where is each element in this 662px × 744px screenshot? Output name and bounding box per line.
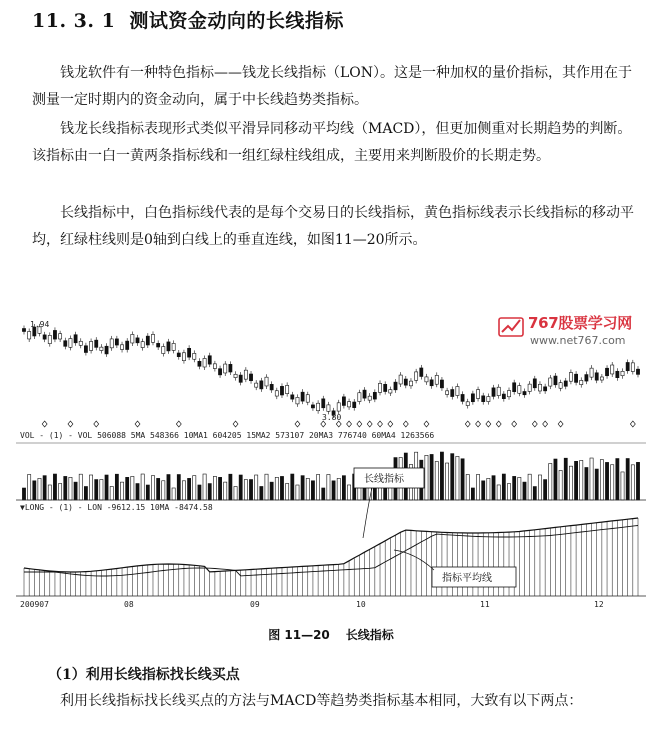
candle [378,380,381,395]
candle [420,365,423,380]
candle [105,343,108,357]
volume-bar [286,484,289,500]
candle [554,373,557,388]
volume-bar [616,459,619,500]
candle [28,328,31,341]
candle [177,350,180,360]
candle [193,350,196,362]
volume-bar [502,474,505,500]
candle [306,392,309,405]
candle [172,340,175,353]
candle [616,368,619,380]
volume-bar [229,474,232,500]
volume-bar [518,477,521,500]
price-low-label: 3.80 [322,413,342,422]
volume-bar [507,484,510,500]
callout-lon [354,468,424,538]
candle [471,391,474,405]
figure-caption [0,626,662,643]
signal-diamond [295,421,300,427]
candle [482,393,485,405]
volume-bar [425,455,428,500]
candle [260,378,263,392]
signal-diamond [68,421,73,427]
time-label: 200907 [20,600,49,609]
candle [100,344,103,353]
candle [445,388,448,398]
signal-diamond [367,421,372,427]
volume-bar [559,470,562,500]
volume-bar [136,484,139,500]
volume-bar [120,482,123,500]
volume-bar [554,459,557,500]
candle [435,372,438,387]
candle [399,372,402,387]
volume-bar [497,485,500,500]
candle [188,345,191,360]
volume-bar [301,476,304,500]
volume-bar [296,485,299,500]
volume-bar [126,477,129,500]
volume-bar [38,478,41,500]
candle [74,332,77,346]
svg-text:长线指标: 长线指标 [364,474,404,485]
volume-bar [549,463,552,500]
candle [48,332,51,346]
candle [513,380,516,395]
candle [358,390,361,405]
volume-bar [213,476,216,500]
price-high-label: 1.94 [30,320,50,329]
volume-bar [280,476,283,500]
candle [229,361,232,375]
candle [280,383,283,398]
volume-bar [523,482,526,500]
volume-bar [151,476,154,500]
volume-bar [234,487,237,500]
volume-bar [626,458,629,500]
volume-bar [249,480,252,500]
volume-bar [487,478,490,500]
candle [533,376,536,391]
volume-bar [538,475,541,500]
candle [538,381,541,394]
volume-bar [131,476,134,500]
candle [502,391,505,402]
candle [301,389,304,404]
figure-label: 长线指标 [345,628,394,642]
volume-bar [342,476,345,500]
signal-diamond [357,421,362,427]
callout-ma [394,550,516,587]
signal-diamond [388,421,393,427]
volume-bar [69,477,72,500]
candle [255,380,258,390]
volume-bar [440,452,443,500]
volume-bar [203,474,206,500]
time-label: 09 [250,600,260,609]
candle [440,377,443,391]
volume-bar [162,481,165,500]
volume-bar [621,472,624,500]
candle [425,374,428,385]
volume-bar [317,475,320,500]
volume-bar [48,485,51,500]
candle [167,339,170,354]
candle [213,361,216,372]
volume-bar [224,482,227,500]
volume-bar [59,484,62,500]
candle [141,339,144,351]
volume-bar [84,486,87,500]
candle [198,358,201,369]
candle [394,379,397,393]
candle [409,378,412,389]
volume-bar [64,476,67,500]
signal-diamond [42,421,47,427]
candle [131,331,134,346]
volume-bar [322,488,325,500]
volume-bar [275,477,278,500]
candle [136,335,139,346]
volume-bar [430,454,433,500]
candle [120,342,123,353]
signal-diamond [347,421,352,427]
candle [244,367,247,382]
candle [126,338,129,352]
volume-bar [456,456,459,500]
volume-bar [100,480,103,500]
volume-bar [28,475,31,500]
candle [497,384,500,398]
candle [564,378,567,389]
candle [461,391,464,404]
candle [476,387,479,402]
candle [605,365,608,379]
candle [89,338,92,353]
candle [569,370,572,385]
candle [182,350,185,364]
signal-diamond [465,421,470,427]
candle [270,381,273,393]
candle [404,376,407,388]
volume-bar [193,476,196,500]
candle [234,371,237,380]
volume-bar [208,484,211,500]
candle [69,336,72,351]
volume-bar [347,485,350,500]
candle [151,331,154,345]
volume-bar [141,474,144,500]
candle [368,393,371,403]
candle [549,375,552,389]
volume-bar [528,474,531,500]
candle [559,380,562,392]
signal-diamond [496,421,501,427]
candle [79,338,82,348]
candle [265,374,268,389]
candle [430,377,433,389]
volume-bar [513,476,516,500]
signal-diamond [176,421,181,427]
candle [115,336,118,348]
volume-bar [466,475,469,500]
volume-bar [306,478,309,500]
volume-bar [33,481,36,500]
candle [585,372,588,385]
time-label: 12 [594,600,604,609]
candle [157,340,160,350]
volume-bars [22,452,639,500]
time-axis [20,600,604,609]
candle [291,392,294,402]
candle [507,388,510,400]
volume-bar [177,475,180,500]
candle [626,359,629,373]
volume-bar [435,461,438,500]
volume-bar [327,475,330,500]
paragraph-2: 钱龙长线指标表现形式类似平滑异同移动平均线（MACD），但更加侧重对长期趋势的判断。该指标由一白一黄两条指标线和一组红绿柱线组成，主要用来判断股价的长期走势。 [32,121,632,164]
volume-bar [167,475,170,500]
volume-bar [53,474,56,500]
candle [580,377,583,387]
volume-bar [461,459,464,500]
candle [208,353,211,367]
volume-bar [172,488,175,500]
candle [239,372,242,385]
signal-diamond [512,421,517,427]
time-label: 08 [124,600,134,609]
candle [342,394,345,409]
section-heading [32,6,344,33]
candle [600,374,603,383]
time-label: 10 [356,600,366,609]
volume-bar [611,465,614,500]
candle [451,387,454,400]
watermark-url: www.net767.com [530,334,626,347]
candle [59,331,62,342]
candle [466,399,469,409]
candle [22,326,25,335]
signal-diamond [378,421,383,427]
volume-bar [311,481,314,500]
candle [224,361,227,376]
candle [43,332,46,342]
subheading: （1）利用长线指标找长线买点 [48,667,240,683]
volume-bar [337,478,340,500]
candle [528,381,531,394]
candle [353,399,356,411]
signal-diamond [233,421,238,427]
volume-bar [595,469,598,500]
candle [590,365,593,380]
volume-bar [564,458,567,500]
volume-bar [198,485,201,500]
candle [636,366,639,377]
candle [162,344,165,357]
lon-histogram [24,518,638,596]
candle [595,370,598,383]
signal-diamond [403,421,408,427]
volume-bar [239,475,242,500]
candle [84,343,87,356]
volume-bar [105,475,108,500]
section-title: 测试资金动向的长线指标 [129,10,344,32]
signal-diamond [94,421,99,427]
volume-bar [89,475,92,500]
candle [317,400,320,413]
candle [275,388,278,399]
volume-bar [115,474,118,500]
candle [384,381,387,394]
volume-bar [471,488,474,500]
section-number: 11. 3. 1 [32,10,116,32]
candle [337,400,340,414]
volume-info-line: VOL - (1) - VOL 506088 5MA 548366 10MA1 604205 15MA2 573107 20MA3 776740 60MA4 1263566 [20,431,435,440]
volume-bar [188,478,191,500]
volume-bar [580,460,583,500]
paragraph-3: 长线指标中，白色指标线代表的是每个交易日的长线指标，黄色指标线表示长线指标的移动平均，红绿柱线则是0轴到白线上的垂直连线，如图11—20所示。 [32,205,634,248]
candle [487,394,490,405]
candle [631,360,634,375]
candle [544,384,547,394]
volume-bar [265,474,268,500]
volume-bar [110,486,113,500]
volume-bar [79,474,82,500]
volume-bar [600,460,603,500]
volume-bar [482,481,485,500]
volume-bar [445,463,448,500]
lon-line [24,518,638,572]
volume-bar [95,480,98,500]
volume-bar [157,478,160,500]
time-label: 11 [480,600,490,609]
volume-bar [74,482,77,500]
signal-diamond [424,421,429,427]
watermark-brand: 767股票学习网 [528,314,632,332]
candle [53,327,56,342]
volume-bar [451,454,454,500]
signal-diamond [558,421,563,427]
volume-bar [182,481,185,500]
candle [64,338,67,350]
signal-diamond [630,421,635,427]
volume-bar [291,474,294,500]
candle [621,368,624,378]
candle [322,396,325,411]
svg-text:指标平均线: 指标平均线 [442,573,492,584]
candle [574,371,577,385]
candle [146,333,149,348]
volume-bar [476,475,479,500]
watermark-logo [498,310,638,358]
candle [296,394,299,406]
signal-diamond [486,421,491,427]
lon-info-line: ▼LONG - (1) - LON -9612.15 10MA -8474.58 [20,503,213,512]
volume-bar [590,458,593,500]
volume-bar [244,480,247,500]
signal-diamond [532,421,537,427]
volume-bar [492,476,495,500]
volume-bar [22,488,25,500]
candle [456,383,459,398]
candle [110,336,113,351]
candle [95,337,98,350]
volume-bar [631,465,634,500]
figure-number: 图 11—20 [268,628,330,642]
volume-bar [533,487,536,500]
volume-bar [218,477,221,500]
candle [523,388,526,397]
volume-bar [544,480,547,500]
candle [492,385,495,400]
paragraph-1: 钱龙软件有一种特色指标——钱龙长线指标（LON）。这是一种加权的量价指标，其作用在于测量一定时期内的资金动向，属于中长线趋势类指标。 [32,65,633,108]
candle [415,369,418,383]
candle [611,362,614,377]
candle [347,399,350,410]
candle [373,389,376,402]
volume-bar [585,467,588,500]
volume-bar [384,487,387,500]
signal-diamond [476,421,481,427]
volume-bar [43,476,46,500]
volume-bar [146,485,149,500]
candle [203,355,206,370]
candle [286,382,289,396]
candle [363,387,366,401]
candle [518,383,521,397]
volume-bar [270,482,273,500]
candle [218,366,221,378]
candle [311,402,314,411]
volume-bar [260,486,263,500]
paragraph-4: 利用长线指标找长线买点的方法与MACD等趋势类指标基本相同，大致有以下两点： [60,693,583,709]
watermark-chart-icon [498,312,526,340]
candle [249,371,252,384]
volume-bar [636,462,639,500]
volume-bar [255,475,258,500]
signal-diamond [135,421,140,427]
candle [389,387,392,396]
signal-diamond [543,421,548,427]
volume-bar [569,466,572,500]
volume-bar [332,481,335,500]
volume-bar [605,462,608,500]
volume-bar [574,461,577,500]
